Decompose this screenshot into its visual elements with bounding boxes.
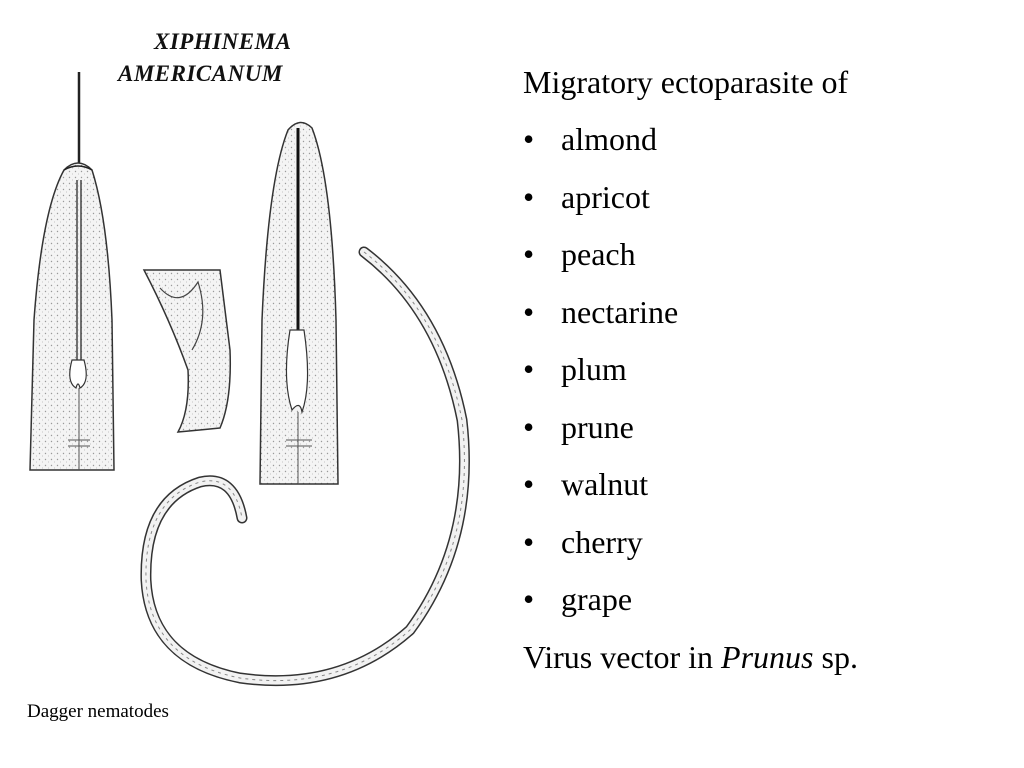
outro-prefix: Virus vector in <box>523 638 722 675</box>
host-item-walnut <box>523 462 1003 520</box>
host-name: grape <box>561 581 633 617</box>
host-name: cherry <box>561 523 643 560</box>
host-name: almond <box>561 121 657 157</box>
host-name: peach <box>561 236 636 272</box>
figure-caption: Dagger nematodes <box>27 701 169 722</box>
nematode-illustration <box>20 20 500 700</box>
bullet: • <box>523 523 535 560</box>
host-name: walnut <box>561 466 649 502</box>
host-name: prune <box>561 408 634 445</box>
bullet: • <box>523 351 535 387</box>
host-item-plum <box>523 347 1003 405</box>
outro-suffix: sp. <box>813 638 858 675</box>
bullet: • <box>523 466 535 502</box>
nematode-drawing <box>20 20 500 700</box>
host-list <box>523 117 1003 635</box>
bullet: • <box>523 236 535 272</box>
intro-line: Migratory ectoparasite of <box>523 64 849 100</box>
host-text-column <box>523 60 1003 692</box>
host-item-cherry <box>523 520 1003 578</box>
host-item-apricot <box>523 175 1003 233</box>
host-name: plum <box>561 351 627 387</box>
bullet: • <box>523 121 535 157</box>
figure-title-line2: AMERICANUM <box>118 61 283 86</box>
tail-fragment <box>144 270 230 432</box>
host-item-prune <box>523 405 1003 463</box>
host-name: nectarine <box>561 293 679 330</box>
bullet: • <box>523 293 535 330</box>
anterior-right <box>260 122 338 484</box>
virus-vector-line <box>523 635 1003 692</box>
host-item-peach <box>523 232 1003 290</box>
figure-title-line1: XIPHINEMA <box>154 29 292 54</box>
host-name: apricot <box>561 178 650 215</box>
bullet: • <box>523 408 535 445</box>
genus-name: Prunus <box>721 638 814 675</box>
host-item-nectarine <box>523 290 1003 348</box>
bullet: • <box>523 178 535 215</box>
bullet: • <box>523 581 535 617</box>
host-item-almond <box>523 117 1003 175</box>
anterior-left <box>30 72 114 470</box>
host-item-grape <box>523 577 1003 635</box>
